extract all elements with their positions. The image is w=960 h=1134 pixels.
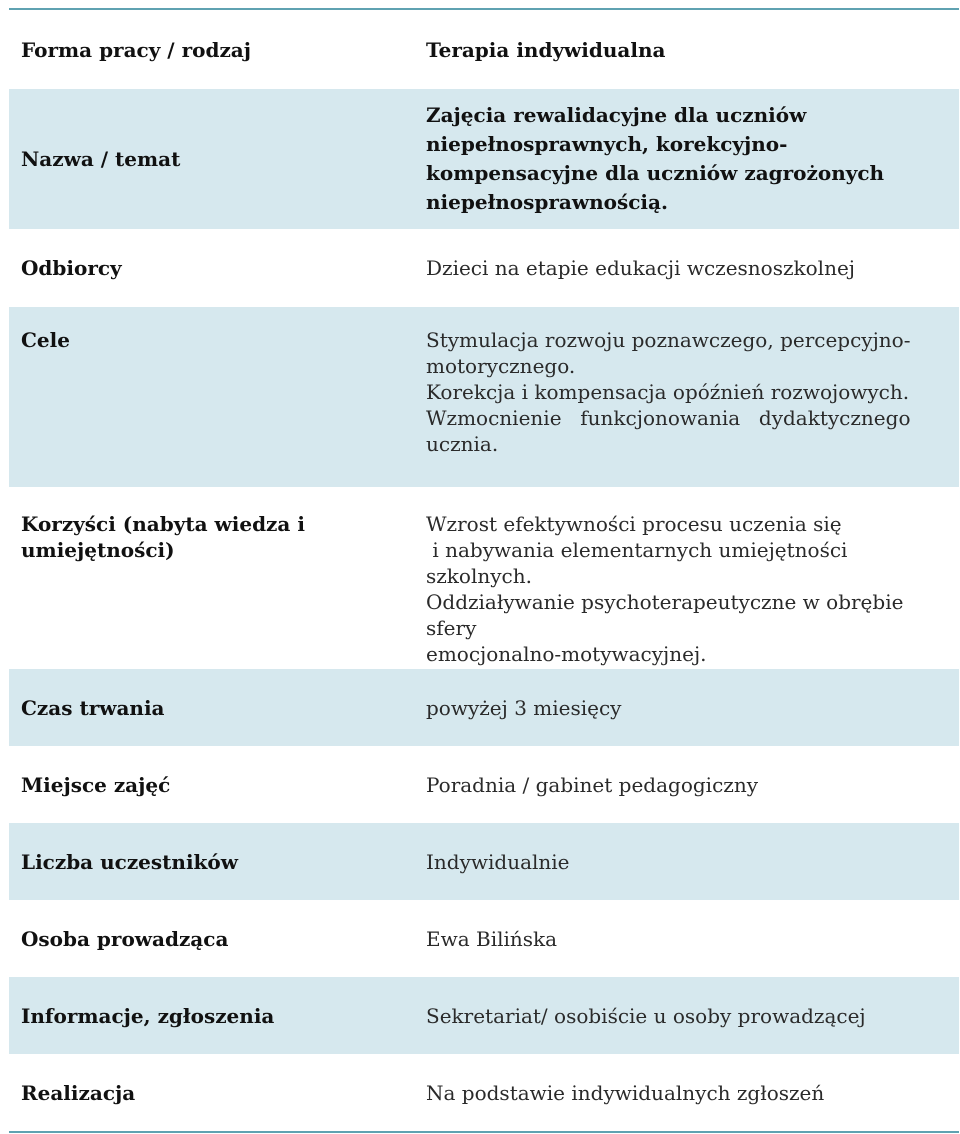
value-line: emocjonalno-motywacyjnej. (426, 642, 707, 666)
value-line: i nabywania elementarnych umiejętności (426, 538, 848, 562)
value-line: niepełnosprawnością. (426, 190, 668, 214)
value-line: Wzrost efektywności procesu uczenia się (426, 512, 842, 536)
value-line: Korekcja i kompensacja opóźnień rozwojowych. (426, 380, 910, 404)
row-label-participants: Liczba uczestników (21, 849, 238, 874)
value-line: Terapia indywidualna (426, 37, 666, 62)
table-row (9, 89, 959, 229)
row-label-benefits (9, 487, 414, 669)
row-value-info (414, 977, 959, 1054)
row-label-name: Nazwa / temat (21, 147, 181, 171)
table-row (9, 669, 959, 746)
table-row (9, 10, 959, 89)
row-label-leader: Osoba prowadząca (21, 926, 229, 951)
value-line: Oddziaływanie psychoterapeutyczne w obrębie sfery (426, 590, 904, 640)
value-line: niepełnosprawnych, korekcyjno- (426, 132, 788, 156)
table-row (9, 1054, 959, 1131)
row-label-info: Informacje, zgłoszenia (21, 1003, 275, 1028)
row-label-goals: Cele (21, 328, 70, 352)
value-line: Dzieci na etapie edukacji wczesnoszkolnej (426, 256, 855, 280)
table-row (9, 977, 959, 1054)
info-table (9, 8, 959, 1133)
label-line: umiejętności) (21, 538, 175, 562)
label-line: Korzyści (nabyta wiedza i (21, 512, 305, 536)
row-value-audience (414, 229, 959, 307)
value-line: Ewa Bilińska (426, 926, 558, 951)
row-value-participants (414, 823, 959, 900)
table-row (9, 900, 959, 977)
row-value-benefits (414, 487, 959, 669)
value-line: powyżej 3 miesięcy (426, 695, 622, 720)
table-row (9, 487, 959, 669)
value-line: kompensacyjne dla uczniów zagrożonych (426, 161, 885, 185)
value-line: Wzmocnienie funkcjonowania dydaktycznego (426, 406, 911, 430)
row-value-duration (414, 669, 959, 746)
row-label-duration: Czas trwania (21, 695, 165, 720)
value-line: Indywidualnie (426, 849, 570, 874)
row-label-realization: Realizacja (21, 1080, 136, 1105)
row-label-form: Forma pracy / rodzaj (21, 37, 251, 62)
row-value-name (414, 89, 959, 229)
table-row (9, 229, 959, 307)
value-line: ucznia. (426, 432, 499, 456)
row-value-leader (414, 900, 959, 977)
table-row (9, 307, 959, 487)
value-line: Zajęcia rewalidacyjne dla uczniów (426, 103, 807, 127)
value-line: motorycznego. (426, 354, 576, 378)
row-value-realization (414, 1054, 959, 1131)
value-line: Stymulacja rozwoju poznawczego, percepcyjno- (426, 328, 911, 352)
value-line: Sekretariat/ osobiście u osoby prowadzącej (426, 1003, 866, 1028)
value-line: Poradnia / gabinet pedagogiczny (426, 772, 758, 797)
table-row (9, 823, 959, 900)
row-value-goals (414, 307, 959, 487)
row-label-audience: Odbiorcy (21, 256, 122, 280)
value-line: szkolnych. (426, 564, 532, 588)
row-label-place: Miejsce zajęć (21, 772, 171, 797)
row-value-place (414, 746, 959, 823)
table-row (9, 746, 959, 823)
value-line: Na podstawie indywidualnych zgłoszeń (426, 1080, 825, 1105)
row-value-form (414, 10, 959, 89)
